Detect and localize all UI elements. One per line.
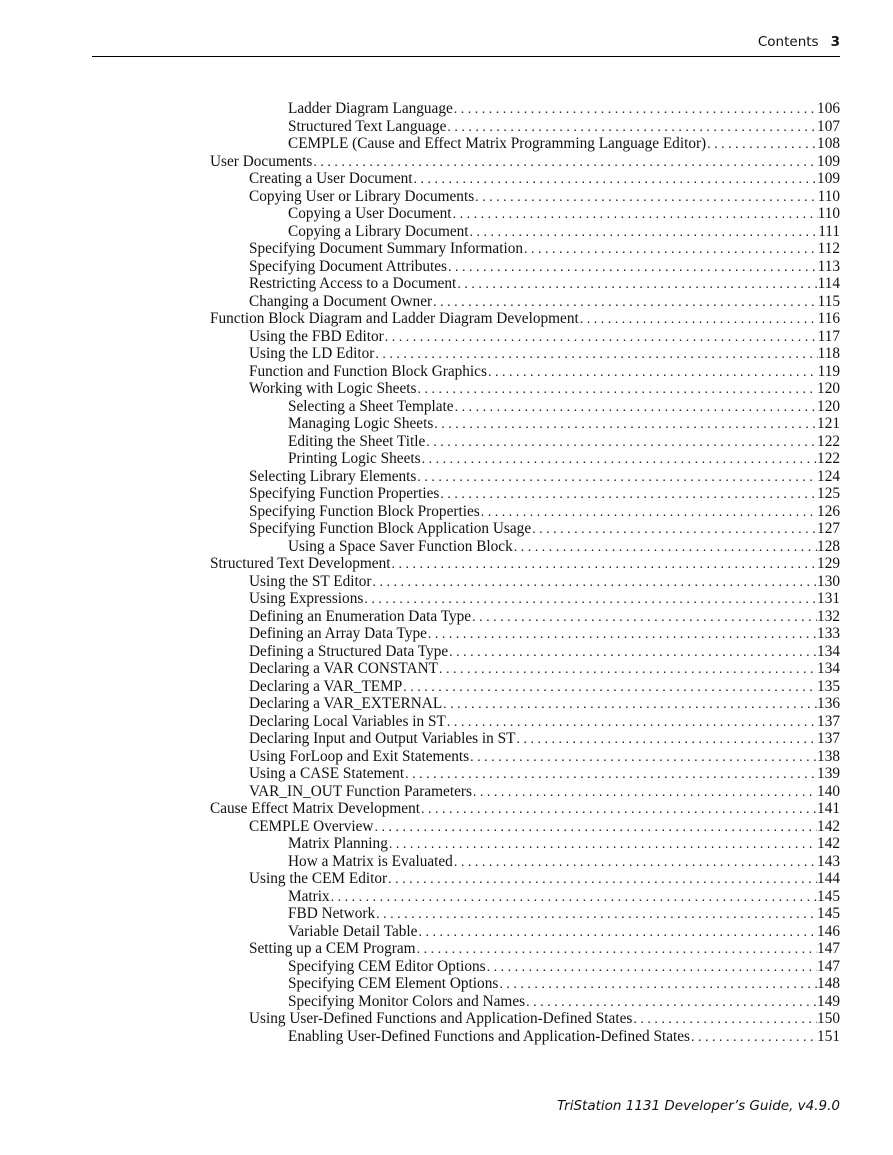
toc-entry[interactable] — [210, 1010, 840, 1028]
toc-entry-title: FBD Network — [288, 905, 376, 922]
toc-dot-leader — [516, 731, 818, 749]
toc-entry[interactable] — [210, 975, 840, 993]
toc-entry-title: VAR_IN_OUT Function Parameters — [249, 782, 472, 800]
toc-entry[interactable] — [210, 188, 840, 206]
toc-dot-leader — [448, 644, 817, 662]
toc-entry-page: 120 — [817, 380, 840, 397]
toc-entry-title: Selecting a Sheet Template — [288, 397, 454, 415]
toc-entry[interactable] — [210, 555, 840, 573]
toc-entry[interactable] — [210, 538, 840, 556]
toc-entry[interactable] — [210, 993, 840, 1011]
toc-dot-leader — [417, 924, 817, 942]
toc-entry-title: Declaring Input and Output Variables in ST — [249, 730, 516, 747]
toc-entry[interactable] — [210, 398, 840, 416]
toc-entry[interactable] — [210, 608, 840, 626]
toc-entry[interactable] — [210, 660, 840, 678]
toc-entry-page: 145 — [817, 887, 840, 905]
toc-entry-page: 134 — [817, 660, 840, 677]
toc-entry[interactable] — [210, 485, 840, 503]
toc-entry-page: 150 — [817, 1010, 840, 1027]
toc-entry-title: Ladder Diagram Language — [288, 100, 453, 117]
toc-entry[interactable] — [210, 695, 840, 713]
toc-dot-leader — [486, 959, 817, 977]
toc-entry-page: 117 — [817, 327, 840, 345]
toc-dot-leader — [513, 539, 817, 557]
toc-entry-page: 147 — [817, 957, 840, 975]
toc-entry-title: Using ForLoop and Exit Statements — [249, 747, 470, 765]
toc-dot-leader — [439, 486, 817, 504]
toc-dot-leader — [404, 766, 817, 784]
toc-entry-title: Declaring a VAR CONSTANT — [249, 660, 438, 677]
toc-entry-title: Specifying CEM Editor Options — [288, 957, 486, 975]
toc-dot-leader — [427, 626, 817, 644]
toc-entry-page: 137 — [817, 730, 840, 747]
toc-entry-page: 119 — [817, 362, 840, 380]
toc-entry-page: 147 — [817, 940, 840, 957]
toc-entry-title: Using the FBD Editor — [249, 327, 384, 345]
toc-entry-title: User Documents — [210, 152, 313, 170]
toc-entry-page: 151 — [817, 1027, 840, 1045]
toc-entry-title: Specifying Document Attributes — [249, 257, 447, 275]
toc-entry-page: 122 — [817, 432, 840, 450]
toc-entry[interactable] — [210, 328, 840, 346]
toc-entry[interactable] — [210, 730, 840, 748]
toc-entry-page: 109 — [817, 152, 840, 170]
toc-entry-page: 139 — [817, 765, 840, 782]
toc-entry-page: 106 — [817, 100, 840, 117]
toc-entry[interactable] — [210, 800, 840, 818]
toc-dot-leader — [330, 889, 817, 907]
toc-entry[interactable] — [210, 503, 840, 521]
toc-entry-page: 109 — [817, 170, 840, 187]
toc-entry[interactable] — [210, 153, 840, 171]
toc-entry-title: Using the ST Editor — [249, 572, 372, 590]
toc-dot-leader — [487, 364, 818, 382]
toc-dot-leader — [312, 154, 817, 172]
toc-dot-leader — [384, 329, 818, 347]
toc-entry[interactable] — [210, 923, 840, 941]
toc-entry[interactable] — [210, 433, 840, 451]
toc-entry-page: 142 — [817, 817, 840, 835]
toc-entry-title: Function and Function Block Graphics — [249, 362, 487, 380]
toc-entry[interactable] — [210, 100, 840, 118]
toc-entry-page: 148 — [817, 975, 840, 992]
toc-dot-leader — [420, 801, 817, 819]
toc-dot-leader — [387, 871, 817, 889]
toc-entry[interactable] — [210, 590, 840, 608]
toc-dot-leader — [390, 556, 817, 574]
toc-entry[interactable] — [210, 415, 840, 433]
header-rule — [92, 56, 840, 57]
toc-entry[interactable] — [210, 275, 840, 293]
toc-entry-page: 140 — [817, 782, 840, 800]
toc-entry-title: Structured Text Development — [210, 555, 391, 572]
toc-entry[interactable] — [210, 363, 840, 381]
toc-entry-title: Matrix Planning — [288, 835, 388, 852]
toc-entry-title: CEMPLE Overview — [249, 817, 374, 835]
toc-entry-page: 110 — [817, 187, 840, 205]
toc-entry-title: Managing Logic Sheets — [288, 415, 434, 432]
toc-dot-leader — [416, 469, 817, 487]
toc-entry-title: Restricting Access to a Document — [249, 275, 457, 292]
toc-entry[interactable] — [210, 223, 840, 241]
toc-entry-title: Specifying Function Properties — [249, 485, 440, 502]
toc-entry-title: Using a Space Saver Function Block — [288, 537, 513, 555]
toc-dot-leader — [402, 679, 817, 697]
running-footer: TriStation 1131 Developer’s Guide, v4.9.0 — [556, 1098, 840, 1114]
toc-entry[interactable] — [210, 135, 840, 153]
toc-entry-page: 130 — [817, 572, 840, 590]
toc-entry[interactable] — [210, 310, 840, 328]
toc-entry-title: Changing a Document Owner — [249, 292, 433, 310]
toc-entry-title: Editing the Sheet Title — [288, 432, 426, 450]
toc-entry-page: 128 — [817, 537, 840, 555]
toc-entry-page: 145 — [817, 905, 840, 922]
toc-dot-leader — [454, 399, 817, 417]
toc-entry[interactable] — [210, 905, 840, 923]
toc-entry[interactable] — [210, 940, 840, 958]
toc-entry-page: 108 — [817, 135, 840, 152]
toc-entry-page: 129 — [817, 555, 840, 572]
toc-entry-page: 137 — [817, 712, 840, 730]
toc-entry-page: 143 — [817, 852, 840, 870]
toc-dot-leader — [706, 136, 817, 154]
toc-entry-title: Matrix — [288, 887, 330, 905]
toc-entry-title: Variable Detail Table — [288, 922, 418, 940]
toc-entry[interactable] — [210, 170, 840, 188]
toc-dot-leader — [416, 941, 817, 959]
toc-entry[interactable] — [210, 1028, 840, 1046]
toc-entry-title: Declaring Local Variables in ST — [249, 712, 446, 730]
toc-entry-title: Enabling User-Defined Functions and Application-Defined States — [288, 1027, 690, 1045]
toc-dot-leader — [447, 259, 818, 277]
toc-entry[interactable] — [210, 625, 840, 643]
toc-entry[interactable] — [210, 870, 840, 888]
toc-entry-title: Selecting Library Elements — [249, 467, 417, 485]
toc-entry-page: 121 — [817, 415, 840, 432]
toc-entry-title: Using User-Defined Functions and Application-Defined States — [249, 1010, 633, 1027]
toc-dot-leader — [523, 241, 818, 259]
toc-entry-title: Creating a User Document — [249, 170, 413, 187]
toc-entry[interactable] — [210, 118, 840, 136]
toc-entry-page: 124 — [817, 467, 840, 485]
toc-entry[interactable] — [210, 240, 840, 258]
toc-entry-page: 114 — [817, 275, 840, 292]
toc-entry-page: 132 — [817, 607, 840, 625]
toc-entry-title: Declaring a VAR_EXTERNAL — [249, 695, 443, 712]
toc-entry-page: 115 — [817, 292, 840, 310]
toc-dot-leader — [442, 696, 817, 714]
toc-entry-title: Structured Text Language — [288, 117, 447, 135]
toc-entry-page: 131 — [817, 590, 840, 607]
toc-entry-title: Defining an Array Data Type — [249, 625, 427, 642]
toc-entry[interactable] — [210, 293, 840, 311]
toc-entry-page: 113 — [817, 257, 840, 275]
toc-entry-title: Using the CEM Editor — [249, 870, 388, 887]
toc-entry[interactable] — [210, 468, 840, 486]
toc-entry-page: 127 — [817, 520, 840, 537]
toc-entry[interactable] — [210, 450, 840, 468]
toc-entry-page: 142 — [817, 835, 840, 852]
running-header — [758, 34, 840, 50]
toc-dot-leader — [531, 521, 817, 539]
toc-entry-page: 149 — [817, 992, 840, 1010]
toc-dot-leader — [453, 854, 817, 872]
toc-dot-leader — [579, 311, 818, 329]
toc-entry-page: 134 — [817, 642, 840, 660]
toc-entry[interactable] — [210, 573, 840, 591]
toc-dot-leader — [498, 976, 817, 994]
toc-dot-leader — [469, 749, 817, 767]
table-of-contents — [210, 100, 840, 1045]
toc-entry[interactable] — [210, 853, 840, 871]
toc-entry-title: Declaring a VAR_TEMP — [249, 677, 403, 695]
toc-entry-page: 122 — [817, 450, 840, 467]
toc-entry-title: Printing Logic Sheets — [288, 450, 421, 467]
toc-entry-title: How a Matrix is Evaluated — [288, 852, 453, 870]
toc-dot-leader — [363, 591, 817, 609]
toc-entry-page: 136 — [817, 695, 840, 712]
toc-dot-leader — [425, 434, 817, 452]
toc-dot-leader — [373, 819, 817, 837]
toc-entry-title: Defining a Structured Data Type — [249, 642, 449, 660]
toc-dot-leader — [438, 661, 817, 679]
header-section-title: Contents — [757, 34, 819, 50]
toc-dot-leader — [690, 1029, 817, 1047]
toc-entry[interactable] — [210, 818, 840, 836]
toc-dot-leader — [632, 1011, 817, 1029]
toc-entry-title: Using Expressions — [249, 590, 364, 607]
toc-entry-title: Setting up a CEM Program — [249, 940, 416, 957]
toc-entry-page: 118 — [817, 345, 840, 362]
toc-dot-leader — [413, 171, 818, 189]
toc-dot-leader — [471, 609, 817, 627]
toc-entry[interactable] — [210, 380, 840, 398]
toc-entry-page: 126 — [817, 502, 840, 520]
toc-entry-page: 138 — [817, 747, 840, 765]
toc-entry[interactable] — [210, 713, 840, 731]
toc-entry-title: Specifying Function Block Application Usage — [249, 520, 532, 537]
toc-entry-page: 141 — [817, 800, 840, 817]
toc-dot-leader — [474, 189, 817, 207]
toc-dot-leader — [432, 294, 818, 312]
toc-entry-title: Using a CASE Statement — [249, 765, 405, 782]
toc-entry[interactable] — [210, 643, 840, 661]
toc-entry-title: Copying User or Library Documents — [249, 187, 475, 205]
toc-entry[interactable] — [210, 765, 840, 783]
toc-entry[interactable] — [210, 748, 840, 766]
toc-dot-leader — [372, 574, 818, 592]
toc-entry-title: Specifying Document Summary Information — [249, 240, 524, 257]
toc-dot-leader — [388, 836, 817, 854]
toc-entry-page: 144 — [817, 870, 840, 887]
toc-dot-leader — [525, 994, 817, 1012]
toc-dot-leader — [452, 206, 818, 224]
toc-entry[interactable] — [210, 958, 840, 976]
toc-dot-leader — [469, 224, 819, 242]
toc-entry-title: Using the LD Editor — [249, 345, 375, 362]
toc-entry[interactable] — [210, 783, 840, 801]
toc-entry-title: Copying a Library Document — [288, 222, 469, 240]
toc-dot-leader — [375, 906, 817, 924]
toc-entry[interactable] — [210, 678, 840, 696]
toc-entry[interactable] — [210, 345, 840, 363]
toc-entry-page: 107 — [817, 117, 840, 135]
toc-entry-page: 125 — [817, 485, 840, 502]
toc-entry[interactable] — [210, 835, 840, 853]
toc-entry-page: 112 — [817, 240, 840, 257]
toc-dot-leader — [472, 784, 817, 802]
toc-entry[interactable] — [210, 205, 840, 223]
toc-entry[interactable] — [210, 520, 840, 538]
toc-entry-title: Working with Logic Sheets — [249, 380, 417, 397]
toc-entry-page: 120 — [817, 397, 840, 415]
toc-entry[interactable] — [210, 258, 840, 276]
toc-dot-leader — [421, 451, 817, 469]
toc-dot-leader — [480, 504, 817, 522]
toc-dot-leader — [456, 276, 817, 294]
toc-entry-page: 146 — [817, 922, 840, 940]
toc-entry[interactable] — [210, 888, 840, 906]
toc-entry-title: Specifying Function Block Properties — [249, 502, 480, 520]
toc-entry-title: Defining an Enumeration Data Type — [249, 607, 472, 625]
toc-entry-page: 135 — [817, 677, 840, 695]
toc-dot-leader — [433, 416, 817, 434]
toc-entry-title: Copying a User Document — [288, 205, 452, 222]
toc-dot-leader — [446, 119, 817, 137]
toc-entry-title: Function Block Diagram and Ladder Diagram Development — [210, 310, 579, 327]
toc-dot-leader — [374, 346, 817, 364]
toc-entry-page: 110 — [817, 205, 840, 222]
toc-dot-leader — [446, 714, 817, 732]
toc-entry-title: Specifying Monitor Colors and Names — [288, 992, 526, 1010]
header-page-number: 3 — [830, 34, 840, 50]
toc-entry-title: Cause Effect Matrix Development — [210, 800, 420, 817]
toc-dot-leader — [453, 101, 817, 119]
toc-entry-page: 133 — [817, 625, 840, 642]
toc-dot-leader — [416, 381, 817, 399]
toc-entry-title: CEMPLE (Cause and Effect Matrix Programming Language Editor) — [288, 135, 707, 152]
toc-entry-page: 111 — [818, 222, 840, 240]
toc-entry-page: 116 — [817, 310, 840, 327]
toc-entry-title: Specifying CEM Element Options — [288, 975, 499, 992]
